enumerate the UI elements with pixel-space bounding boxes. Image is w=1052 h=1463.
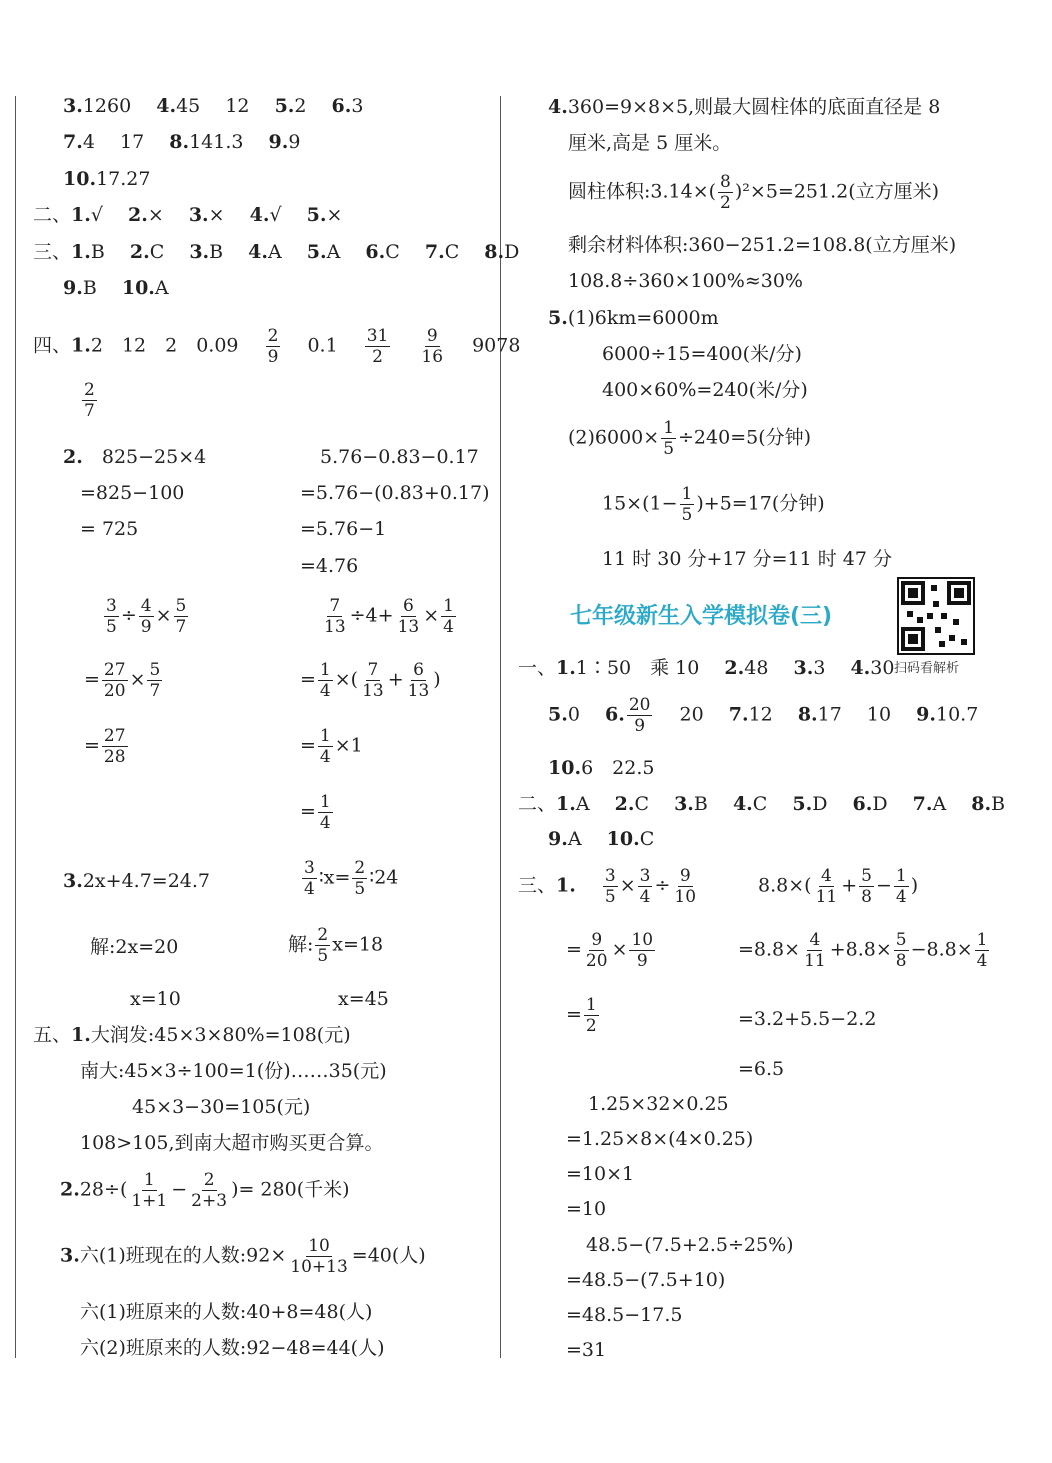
word-problem-line: 45×3−30=105(元): [132, 1096, 311, 1118]
calc-line: =1.25×8×(4×0.25): [566, 1128, 754, 1150]
answer-line: 二、1.√ 2.× 3.× 4.√ 5.×: [33, 204, 343, 226]
calc-line: = 725: [80, 518, 139, 540]
calc-line: =48.5−(7.5+10): [566, 1269, 726, 1291]
answer-line: 一、1.1∶50 乘 10 2.48 3.3 4.30: [518, 657, 895, 679]
answer-line: [80, 380, 99, 421]
answer-line: 厘米,高是 5 厘米。: [568, 132, 732, 154]
answer-line: 剩余材料体积:360−251.2=108.8(立方厘米): [568, 234, 957, 256]
word-problem-line: 3.六(1)班现在的人数:92× $\frac{10}{10+13}$ =40(人): [60, 1236, 426, 1277]
calc-line: = $\frac{1}{4}$ ×( $\frac{7}{13}$ + $\frac{6}{13}$ ): [300, 660, 441, 701]
answer-line: 4.360=9×8×5,则最大圆柱体的底面直径是 8: [548, 96, 941, 118]
answer-line: 7.4 17 8.141.3 9.9: [63, 131, 301, 153]
left-margin-rule: [15, 96, 16, 1358]
word-problem-line: 六(2)班原来的人数:92−48=44(人): [80, 1337, 385, 1359]
answer-line: 10.6 22.5: [548, 757, 655, 779]
calc-line: =3.2+5.5−2.2: [738, 1008, 877, 1030]
section-title: 七年级新生入学模拟卷(三): [570, 604, 833, 629]
calc-line: =10: [566, 1198, 607, 1220]
calc-line: = $\frac{27}{20}$ × $\frac{5}{7}$: [84, 660, 161, 701]
equation-line: 解: $\frac{2}{5}$ x=18: [288, 925, 384, 966]
calc-line: 8.8×( $\frac{4}{11}$ + $\frac{5}{8}$ − $\frac{1}{4}$ ): [758, 866, 919, 907]
calc-line: $\frac{3}{5}$ ÷ $\frac{4}{9}$ × $\frac{5}{7}$: [106, 596, 187, 637]
calc-line: =5.76−1: [300, 518, 387, 540]
calc-line: = $\frac{1}{2}$: [566, 995, 597, 1036]
fraction: $\frac{2}{9}$: [267, 326, 279, 367]
calc-line: 48.5−(7.5+2.5÷25%): [586, 1234, 794, 1256]
calc-line: =31: [566, 1339, 607, 1361]
word-problem-line: 108>105,到南大超市购买更合算。: [80, 1132, 384, 1154]
answer-line: 圆柱体积:3.14×( $\frac{8}{2}$ )²×5=251.2(立方厘米): [568, 172, 940, 213]
word-problem-line: 2.28÷( $\frac{1}{1+1}$ − $\frac{2}{2+3}$ )= 280(千米): [60, 1170, 350, 1211]
answer-line: 6000÷15=400(米/分): [602, 343, 802, 365]
answer-line: 400×60%=240(米/分): [602, 379, 808, 401]
answer-line: 四、1.2 12 2 0.09 $\frac{2}{9}$ 0.1 $\frac{31}{2}$ $\frac{9}{16}$ 9078: [33, 326, 521, 367]
calc-line: =5.76−(0.83+0.17): [300, 482, 490, 504]
calc-line: 2. 825−25×4: [63, 446, 207, 468]
calc-line: 1.25×32×0.25: [588, 1093, 729, 1115]
calc-line: =8.8× $\frac{4}{11}$ +8.8× $\frac{5}{8}$ −8.8× $\frac{1}{4}$: [738, 930, 988, 971]
calc-line: = $\frac{1}{4}$ ×1: [300, 726, 363, 767]
fraction: $\frac{9}{16}$: [421, 326, 444, 367]
word-problem-line: 六(1)班原来的人数:40+8=48(人): [80, 1301, 373, 1323]
column-divider: [500, 96, 501, 1358]
answer-line: 二、1.A 2.C 3.B 4.C 5.D 6.D 7.A 8.B: [518, 793, 1006, 815]
word-problem-line: 南大:45×3÷100=1(份)……35(元): [80, 1060, 387, 1082]
qr-caption: 扫码看解析: [894, 661, 960, 676]
calc-line: = $\frac{27}{28}$: [84, 726, 126, 767]
word-problem-line: 五、1.大润发:45×3×80%=108(元): [33, 1024, 351, 1046]
equation-line: x=10: [130, 988, 181, 1010]
answer-line: 9.B 10.A: [63, 277, 169, 299]
answer-line: 三、1.B 2.C 3.B 4.A 5.A 6.C 7.C 8.D: [33, 241, 520, 263]
qr-code-icon[interactable]: [897, 577, 975, 655]
answer-line: (2)6000× $\frac{1}{5}$ ÷240=5(分钟): [568, 418, 812, 459]
calc-line: =10×1: [566, 1163, 635, 1185]
answer-line: 3.1260 4.45 12 5.2 6.3: [63, 95, 364, 117]
equation-line: x=45: [338, 988, 389, 1010]
calc-line: 三、1. $\frac{3}{5}$ × $\frac{3}{4}$ ÷ $\frac{9}{10}$: [518, 866, 697, 907]
calc-line: =48.5−17.5: [566, 1304, 683, 1326]
equation-line: 3.2x+4.7=24.7: [63, 870, 211, 892]
answer-line: 11 时 30 分+17 分=11 时 47 分: [602, 548, 893, 570]
answer-line: 108.8÷360×100%≈30%: [568, 270, 803, 292]
calc-line: =4.76: [300, 555, 359, 577]
fraction: $\frac{31}{2}$: [366, 326, 389, 367]
equation-line: 解:2x=20: [90, 936, 179, 958]
calc-line: =6.5: [738, 1058, 785, 1080]
answer-line: 9.A 10.C: [548, 828, 655, 850]
calc-line: =825−100: [80, 482, 185, 504]
answer-line: 15×(1− $\frac{1}{5}$ )+5=17(分钟): [602, 484, 825, 525]
calc-line: = $\frac{1}{4}$: [300, 792, 331, 833]
answer-line: 10.17.27: [63, 168, 151, 190]
calc-line: 5.76−0.83−0.17: [320, 446, 479, 468]
calc-line: = $\frac{9}{20}$ × $\frac{10}{9}$: [566, 930, 654, 971]
answer-line: 5.(1)6km=6000m: [548, 307, 719, 329]
fraction: $\frac{2}{7}$: [84, 380, 95, 421]
calc-line: $\frac{7}{13}$ ÷4+ $\frac{6}{13}$ × $\frac{1}{4}$: [324, 596, 454, 637]
answer-line: 5.0 6. $\frac{20}{9}$ 20 7.12 8.17 10 9.10.7: [548, 695, 979, 736]
equation-line: $\frac{3}{4}$ ∶x= $\frac{2}{5}$ ∶24: [304, 858, 399, 899]
